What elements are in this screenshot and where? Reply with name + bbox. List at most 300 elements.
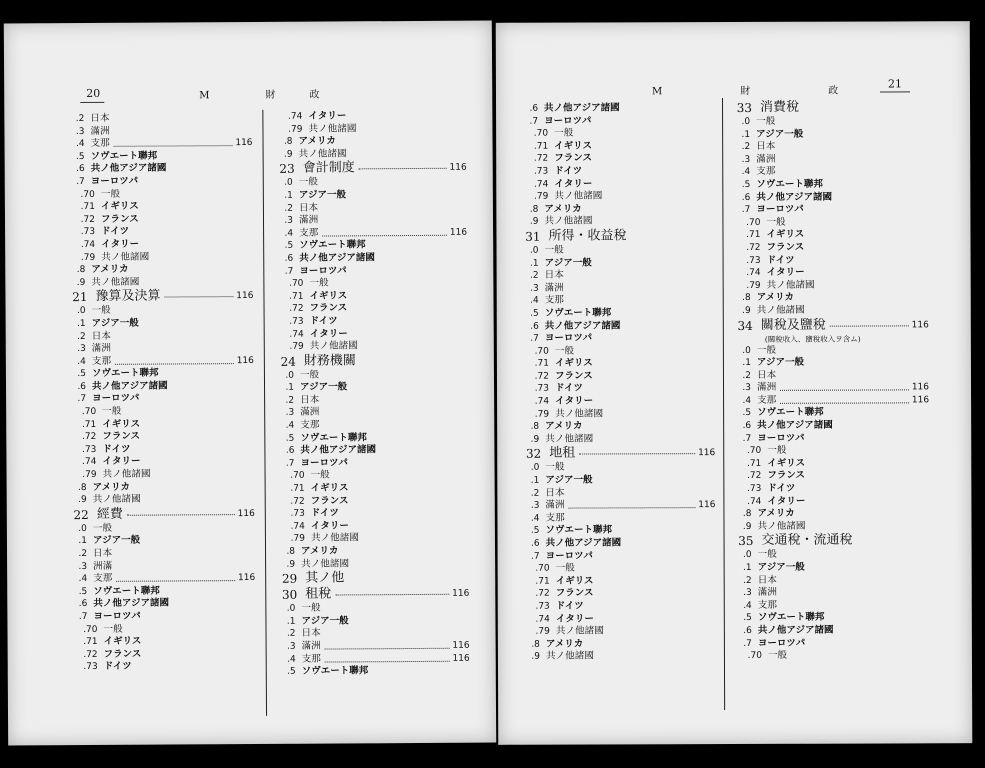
entry-label: アジア一般 bbox=[91, 317, 139, 329]
index-entry bbox=[729, 482, 929, 495]
class-code: .73 bbox=[533, 166, 549, 177]
class-code: .72 bbox=[746, 471, 762, 482]
index-entry bbox=[729, 520, 929, 533]
index-entry bbox=[730, 649, 930, 662]
class-code: .71 bbox=[289, 291, 304, 302]
entry-label: アジア一般 bbox=[544, 257, 592, 269]
index-entry bbox=[517, 420, 715, 433]
index-entry bbox=[729, 432, 929, 445]
class-code: .74 bbox=[289, 329, 304, 340]
entry-label: アメリカ bbox=[757, 508, 795, 520]
index-entry bbox=[64, 355, 254, 369]
index-entry bbox=[728, 191, 928, 204]
dot-leader bbox=[325, 660, 450, 662]
entry-label: イギリス bbox=[100, 200, 139, 213]
entry-label: アメリカ bbox=[298, 135, 336, 147]
dot-leader bbox=[325, 648, 450, 650]
index-entry bbox=[64, 405, 254, 419]
left-page bbox=[4, 21, 496, 746]
entry-label: 共ノ他諸國 bbox=[545, 650, 594, 663]
entry-label: 共ノ他アジア諸國 bbox=[91, 380, 168, 392]
entry-label: 支那 bbox=[756, 166, 776, 178]
index-entry bbox=[66, 635, 256, 649]
index-entry bbox=[272, 315, 468, 329]
entry-label: 共ノ他諸國 bbox=[308, 122, 357, 135]
class-code: .8 bbox=[742, 509, 752, 520]
entry-label: 一般 bbox=[756, 344, 777, 356]
page-reference: 116 bbox=[452, 640, 470, 651]
class-code: .9 bbox=[529, 217, 539, 228]
entry-label: 共ノ他諸國 bbox=[555, 408, 604, 420]
entry-label: 消費稅 bbox=[760, 99, 800, 115]
class-code: 30 bbox=[281, 587, 298, 602]
class-code: .72 bbox=[81, 432, 97, 443]
class-code: .71 bbox=[83, 637, 98, 648]
class-code: 32 bbox=[525, 447, 542, 462]
entry-label: ソヴエート聯邦 bbox=[545, 524, 613, 537]
class-code: .5 bbox=[75, 151, 85, 162]
class-code: .8 bbox=[283, 136, 293, 147]
index-entry bbox=[518, 613, 716, 626]
index-entry bbox=[516, 152, 714, 165]
class-code: .8 bbox=[742, 293, 751, 304]
index-entry bbox=[274, 665, 470, 679]
entry-label: 共ノ他アジア諸國 bbox=[757, 419, 833, 431]
index-entry bbox=[271, 252, 467, 266]
index-entry bbox=[729, 470, 929, 483]
class-code: .9 bbox=[531, 652, 540, 663]
class-code: .71 bbox=[534, 358, 549, 369]
index-entry bbox=[271, 277, 467, 291]
entry-label: 共ノ他アジア諸國 bbox=[757, 624, 834, 636]
entry-label: 一般 bbox=[544, 244, 564, 256]
entry-label: イギリス bbox=[103, 635, 142, 648]
index-entry bbox=[516, 190, 714, 203]
index-entry bbox=[273, 557, 469, 571]
class-code: .70 bbox=[534, 346, 549, 357]
index-entry bbox=[273, 507, 469, 521]
index-entry bbox=[728, 178, 928, 191]
index-entry bbox=[517, 282, 715, 295]
header-rule bbox=[880, 91, 910, 92]
index-entry bbox=[730, 549, 930, 562]
entry-label: ドイツ bbox=[554, 165, 583, 177]
class-code: .0 bbox=[286, 603, 296, 614]
entry-label: 滿洲 bbox=[544, 282, 564, 294]
class-code: .3 bbox=[743, 588, 752, 599]
index-section-heading bbox=[729, 317, 929, 334]
entry-label: 共ノ他諸國 bbox=[555, 625, 604, 637]
class-code: 34 bbox=[737, 318, 753, 333]
index-entry bbox=[730, 637, 930, 650]
class-code: .6 bbox=[743, 625, 752, 636]
index-entry bbox=[272, 431, 468, 445]
entry-label: アメリカ bbox=[92, 481, 131, 493]
index-entry bbox=[274, 640, 470, 654]
index-entry bbox=[728, 141, 928, 154]
entry-label: ドイツ bbox=[101, 226, 130, 238]
page-reference: 116 bbox=[452, 653, 470, 664]
index-entry bbox=[64, 380, 254, 394]
index-entry bbox=[730, 612, 930, 625]
entry-label: 滿洲 bbox=[757, 587, 777, 599]
entry-label: アジア一般 bbox=[92, 535, 141, 547]
class-code: .73 bbox=[535, 601, 550, 612]
entry-label: イギリス bbox=[309, 290, 348, 302]
index-entry bbox=[516, 127, 714, 140]
entry-label: 其ノ他 bbox=[305, 570, 345, 586]
entry-label: 支那 bbox=[544, 294, 564, 306]
class-code: .73 bbox=[82, 444, 97, 455]
page-reference: 116 bbox=[236, 355, 254, 366]
entry-label: ドイツ bbox=[309, 315, 338, 327]
index-entry bbox=[730, 574, 930, 587]
index-entry bbox=[729, 333, 929, 345]
index-entry bbox=[729, 241, 929, 254]
page-reference: 116 bbox=[911, 395, 930, 406]
class-code: .7 bbox=[285, 458, 295, 469]
entry-label: 一般 bbox=[766, 216, 786, 228]
entry-label: ヨーロツパ bbox=[93, 610, 141, 622]
index-column-1 bbox=[62, 112, 255, 674]
class-code: .4 bbox=[75, 139, 85, 150]
entry-label: 共ノ他諸國 bbox=[92, 493, 141, 506]
index-entry bbox=[517, 269, 715, 282]
index-section-heading bbox=[272, 352, 468, 369]
index-entry bbox=[518, 537, 716, 550]
index-entry bbox=[64, 392, 254, 406]
class-code: .70 bbox=[289, 278, 304, 289]
class-code: .4 bbox=[530, 513, 540, 524]
class-code: .1 bbox=[285, 383, 295, 394]
class-code: .7 bbox=[284, 266, 294, 277]
index-entry bbox=[516, 140, 714, 153]
entry-label: 一般 bbox=[554, 345, 575, 357]
class-code: .8 bbox=[530, 421, 540, 432]
index-entry bbox=[274, 652, 470, 666]
entry-label: 日本 bbox=[91, 330, 111, 342]
class-code: .0 bbox=[529, 245, 539, 256]
entry-label: イギリス bbox=[310, 482, 349, 494]
index-entry bbox=[517, 370, 715, 383]
index-entry bbox=[516, 215, 714, 228]
class-code: .6 bbox=[530, 321, 539, 332]
index-entry bbox=[64, 329, 254, 343]
class-code: .9 bbox=[78, 495, 87, 506]
index-entry bbox=[65, 597, 255, 611]
class-code: .0 bbox=[76, 306, 86, 317]
class-code: .4 bbox=[77, 356, 86, 367]
index-entry bbox=[65, 481, 255, 495]
index-entry bbox=[729, 292, 929, 305]
dot-leader bbox=[359, 168, 447, 170]
index-entry bbox=[63, 251, 253, 265]
index-entry bbox=[518, 550, 716, 563]
entry-label: アジア一般 bbox=[298, 189, 347, 201]
entry-label: ヨーロツパ bbox=[300, 457, 348, 469]
entry-label: 洲滿 bbox=[93, 560, 113, 572]
entry-label: ヨーロツパ bbox=[544, 115, 592, 127]
entry-label: 共ノ他諸國 bbox=[757, 520, 806, 532]
index-entry bbox=[273, 532, 469, 546]
entry-label: 財務機關 bbox=[303, 353, 356, 369]
entry-label: 一般 bbox=[103, 623, 123, 635]
entry-label: ソヴエート聯邦 bbox=[301, 665, 369, 677]
index-entry bbox=[272, 340, 468, 354]
class-code: .79 bbox=[288, 124, 303, 135]
entry-label: 豫算及決算 bbox=[95, 288, 161, 305]
index-entry bbox=[517, 512, 715, 525]
index-entry bbox=[65, 468, 255, 482]
entry-label: 經費 bbox=[96, 506, 123, 522]
index-entry bbox=[517, 332, 715, 345]
index-entry bbox=[63, 200, 253, 214]
entry-label: 滿洲 bbox=[300, 407, 320, 419]
dot-leader bbox=[579, 454, 695, 455]
class-code: .6 bbox=[530, 538, 540, 549]
index-entry bbox=[517, 307, 715, 320]
index-entry bbox=[517, 408, 715, 421]
dot-leader bbox=[830, 325, 909, 326]
entry-label: ヨーロツパ bbox=[757, 432, 805, 444]
entry-label: 租稅 bbox=[305, 586, 332, 602]
entry-label: 共ノ他諸國 bbox=[91, 276, 140, 288]
index-entry bbox=[272, 444, 468, 458]
entry-label: 共ノ他諸國 bbox=[309, 340, 358, 352]
entry-label: 日本 bbox=[756, 141, 776, 153]
entry-label: 共ノ他アジア諸國 bbox=[756, 191, 832, 203]
class-code: 23 bbox=[279, 162, 295, 177]
entry-label: ドイツ bbox=[555, 600, 584, 612]
index-entry bbox=[271, 264, 467, 278]
entry-label: アメリカ bbox=[91, 263, 129, 276]
class-code: .71 bbox=[535, 576, 550, 587]
entry-label: アジア一般 bbox=[757, 561, 805, 573]
class-code: .74 bbox=[82, 457, 97, 468]
entry-label: 支那 bbox=[545, 512, 565, 524]
class-code: 31 bbox=[525, 229, 541, 244]
class-code: 24 bbox=[280, 354, 296, 369]
column-divider bbox=[722, 98, 725, 710]
class-code: .70 bbox=[746, 217, 761, 228]
index-entry bbox=[63, 162, 253, 176]
class-code: .1 bbox=[529, 258, 539, 269]
index-section-heading bbox=[65, 506, 255, 523]
class-code: .2 bbox=[75, 114, 85, 125]
entry-label: 一般 bbox=[102, 405, 122, 417]
entry-label: 一般 bbox=[767, 445, 787, 457]
class-code: .70 bbox=[747, 651, 762, 662]
entry-label: イギリス bbox=[555, 575, 594, 587]
class-code: .3 bbox=[741, 154, 751, 165]
class-code: .4 bbox=[287, 654, 296, 665]
class-code: .7 bbox=[742, 433, 752, 444]
entry-label: ソヴエート聯邦 bbox=[757, 612, 825, 624]
index-entry bbox=[64, 430, 254, 444]
index-entry bbox=[517, 395, 715, 408]
class-code: .79 bbox=[80, 252, 96, 263]
entry-label: アジア一般 bbox=[756, 128, 804, 140]
class-code: .2 bbox=[530, 270, 539, 281]
class-code: .9 bbox=[742, 305, 751, 316]
entry-label: ドイツ bbox=[102, 443, 131, 455]
class-code: .3 bbox=[284, 215, 294, 226]
class-code: .74 bbox=[533, 179, 549, 190]
class-code: .4 bbox=[530, 295, 539, 307]
class-code: .5 bbox=[285, 433, 295, 444]
page-number: 21 bbox=[887, 77, 902, 91]
class-code: .72 bbox=[746, 242, 761, 253]
class-code: .8 bbox=[76, 265, 86, 276]
entry-label: 一般 bbox=[555, 562, 575, 574]
page-reference: 116 bbox=[452, 588, 470, 599]
entry-label: 滿洲 bbox=[91, 342, 112, 355]
entry-label: アジア一般 bbox=[756, 356, 805, 369]
class-code: .4 bbox=[285, 420, 295, 431]
class-code: 33 bbox=[736, 100, 753, 115]
index-entry bbox=[62, 125, 252, 139]
index-entry bbox=[516, 102, 714, 115]
entry-label: 共ノ他諸國 bbox=[301, 557, 350, 570]
entry-label: イギリス bbox=[766, 229, 805, 241]
entry-label: 滿洲 bbox=[301, 640, 321, 652]
class-code: .0 bbox=[284, 178, 293, 189]
dot-leader bbox=[127, 514, 235, 516]
class-code: .2 bbox=[742, 370, 751, 381]
index-entry bbox=[62, 112, 252, 126]
entry-label: 一般 bbox=[91, 305, 111, 317]
class-code: .71 bbox=[533, 141, 549, 152]
class-code: .7 bbox=[743, 638, 752, 649]
right-page bbox=[496, 21, 973, 745]
entry-label: フランス bbox=[310, 495, 349, 507]
entry-label: フランス bbox=[309, 302, 348, 314]
page-reference: 116 bbox=[911, 319, 929, 330]
index-entry bbox=[517, 487, 715, 500]
index-entry bbox=[730, 587, 930, 600]
index-entry bbox=[66, 648, 256, 662]
index-entry bbox=[728, 128, 928, 141]
class-code: .2 bbox=[743, 575, 752, 586]
entry-label: ヨーロツパ bbox=[757, 637, 806, 649]
entry-label: 共ノ他アジア諸國 bbox=[545, 537, 622, 549]
index-entry bbox=[270, 122, 466, 136]
entry-label: 日本 bbox=[756, 369, 777, 381]
entry-label: 支那 bbox=[757, 394, 777, 406]
index-entry bbox=[270, 110, 466, 124]
entry-label: イタリー bbox=[308, 110, 347, 122]
index-entry bbox=[728, 115, 928, 128]
class-code: .70 bbox=[83, 624, 98, 635]
entry-label: イギリス bbox=[767, 457, 806, 469]
entry-label: ドイツ bbox=[310, 507, 339, 519]
entry-label: アメリカ bbox=[756, 292, 795, 304]
index-entry bbox=[272, 406, 468, 420]
index-entry bbox=[730, 561, 930, 574]
class-code: .1 bbox=[741, 129, 751, 140]
index-entry bbox=[729, 279, 929, 292]
class-code: .74 bbox=[747, 496, 762, 507]
class-code: .0 bbox=[530, 463, 540, 474]
index-entry bbox=[272, 457, 468, 471]
entry-label: 滿洲 bbox=[90, 125, 110, 137]
entry-label: 支那 bbox=[300, 419, 320, 431]
class-code: .5 bbox=[530, 526, 540, 537]
entry-label: フランス bbox=[554, 152, 592, 165]
index-entry bbox=[64, 455, 254, 469]
class-code: .79 bbox=[746, 280, 761, 291]
class-code: .7 bbox=[78, 611, 88, 623]
entry-label: 共ノ他諸國 bbox=[756, 304, 805, 316]
class-code: .79 bbox=[535, 626, 550, 637]
class-code: .1 bbox=[284, 190, 293, 201]
class-code: .70 bbox=[535, 563, 550, 574]
index-entry bbox=[272, 368, 468, 382]
index-entry bbox=[273, 614, 469, 628]
entry-label: ドイツ bbox=[766, 254, 795, 266]
class-code: .6 bbox=[76, 164, 85, 175]
class-code: .70 bbox=[533, 128, 549, 139]
class-code: .1 bbox=[530, 475, 540, 486]
entry-label: 一般 bbox=[757, 549, 777, 561]
class-code: .2 bbox=[741, 142, 751, 153]
entry-label: 地租 bbox=[549, 445, 576, 462]
class-code: .3 bbox=[530, 283, 539, 294]
index-entry bbox=[728, 166, 928, 179]
entry-label: フランス bbox=[766, 241, 805, 253]
index-entry bbox=[272, 327, 468, 341]
entry-label: 支那 bbox=[93, 573, 113, 585]
index-entry bbox=[518, 575, 716, 588]
class-code: .74 bbox=[290, 521, 305, 532]
page-reference: 116 bbox=[698, 500, 716, 511]
entry-label: ヨーロツパ bbox=[545, 550, 593, 562]
entry-label: 支那 bbox=[757, 599, 777, 611]
index-entry bbox=[517, 244, 715, 257]
entry-label: 共ノ他諸國 bbox=[102, 468, 151, 480]
class-code: .71 bbox=[290, 483, 305, 494]
entry-label: イタリー bbox=[310, 520, 349, 532]
index-entry bbox=[518, 625, 716, 638]
entry-label: アメリカ bbox=[544, 203, 582, 215]
class-code: .4 bbox=[284, 228, 294, 239]
class-code: .3 bbox=[742, 383, 752, 394]
index-entry bbox=[730, 599, 930, 612]
entry-label: ドイツ bbox=[103, 661, 132, 673]
class-code: .70 bbox=[290, 471, 305, 482]
index-entry bbox=[65, 560, 255, 574]
index-entry bbox=[517, 345, 715, 358]
class-code: 22 bbox=[73, 507, 89, 522]
entry-label: ソヴエート聯邦 bbox=[757, 407, 824, 419]
index-entry bbox=[63, 263, 253, 277]
index-entry bbox=[516, 203, 714, 216]
index-entry bbox=[728, 153, 928, 166]
index-section-heading bbox=[63, 288, 253, 305]
index-entry bbox=[729, 495, 929, 508]
class-code: .7 bbox=[529, 116, 539, 127]
index-entry bbox=[729, 369, 929, 382]
index-entry bbox=[517, 320, 715, 333]
entry-label: 一般 bbox=[767, 649, 788, 662]
index-entry bbox=[517, 357, 715, 370]
entry-label: イタリー bbox=[554, 178, 593, 190]
index-column-2 bbox=[728, 99, 930, 662]
index-entry bbox=[65, 623, 255, 637]
entry-label: 共ノ他諸國 bbox=[310, 532, 359, 545]
class-code: .5 bbox=[530, 308, 539, 319]
dot-leader bbox=[780, 402, 909, 403]
